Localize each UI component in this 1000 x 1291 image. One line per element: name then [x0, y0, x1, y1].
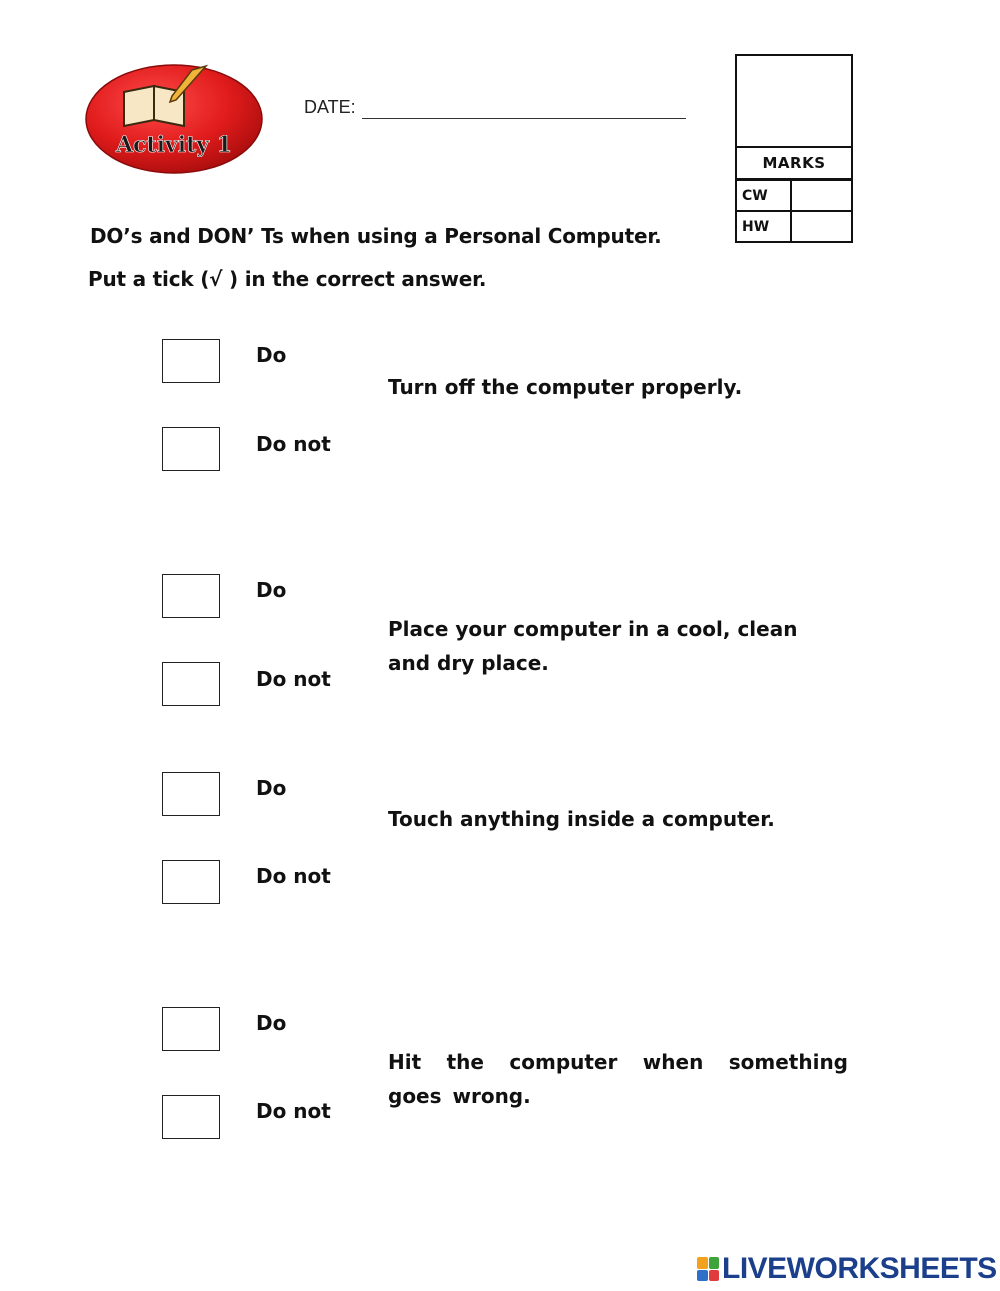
q2-donot-checkbox[interactable] — [162, 662, 220, 706]
date-field[interactable] — [362, 118, 686, 119]
q2-do-checkbox[interactable] — [162, 574, 220, 618]
logo-text: Activity 1 — [115, 132, 233, 158]
q4-do-label: Do — [256, 1011, 287, 1035]
q1-do-checkbox[interactable] — [162, 339, 220, 383]
activity-logo-graphic — [84, 62, 264, 175]
activity-logo — [84, 62, 264, 175]
q3-donot-label: Do not — [256, 864, 331, 888]
q4-statement: Hit the computer when something goes wrong. — [388, 1050, 848, 1108]
liveworksheets-brand — [697, 1252, 997, 1286]
q1-do-label: Do — [256, 343, 287, 367]
date-label: DATE: — [304, 97, 356, 117]
q3-statement: Touch anything inside a computer. — [388, 807, 775, 831]
q4-donot-label: Do not — [256, 1099, 331, 1123]
page-title: DO’s and DON’ Ts when using a Personal Computer. — [90, 224, 662, 248]
marks-table — [735, 179, 853, 243]
q1-statement: Turn off the computer properly. — [388, 375, 743, 399]
marks-row-cw — [737, 181, 851, 210]
q2-statement: Place your computer in a cool, clean and dry place. — [388, 617, 798, 675]
marks-box — [735, 54, 853, 180]
q1-donot-checkbox[interactable] — [162, 427, 220, 471]
q2-donot-label: Do not — [256, 667, 331, 691]
q3-donot-checkbox[interactable] — [162, 860, 220, 904]
marks-label: MARKS — [737, 146, 851, 178]
q3-do-checkbox[interactable] — [162, 772, 220, 816]
marks-hw-field[interactable] — [792, 212, 851, 241]
q4-do-checkbox[interactable] — [162, 1007, 220, 1051]
q3-do-label: Do — [256, 776, 287, 800]
marks-row-label: CW — [737, 181, 792, 210]
marks-row-hw — [737, 210, 851, 241]
liveworksheets-logo-icon — [697, 1257, 719, 1281]
q1-donot-label: Do not — [256, 432, 331, 456]
marks-row-label: HW — [737, 212, 792, 241]
brand-text: LIVEWORKSHEETS — [722, 1252, 997, 1285]
instruction-text: Put a tick (√ ) in the correct answer. — [88, 267, 487, 291]
q2-do-label: Do — [256, 578, 287, 602]
q4-donot-checkbox[interactable] — [162, 1095, 220, 1139]
marks-cw-field[interactable] — [792, 181, 851, 210]
